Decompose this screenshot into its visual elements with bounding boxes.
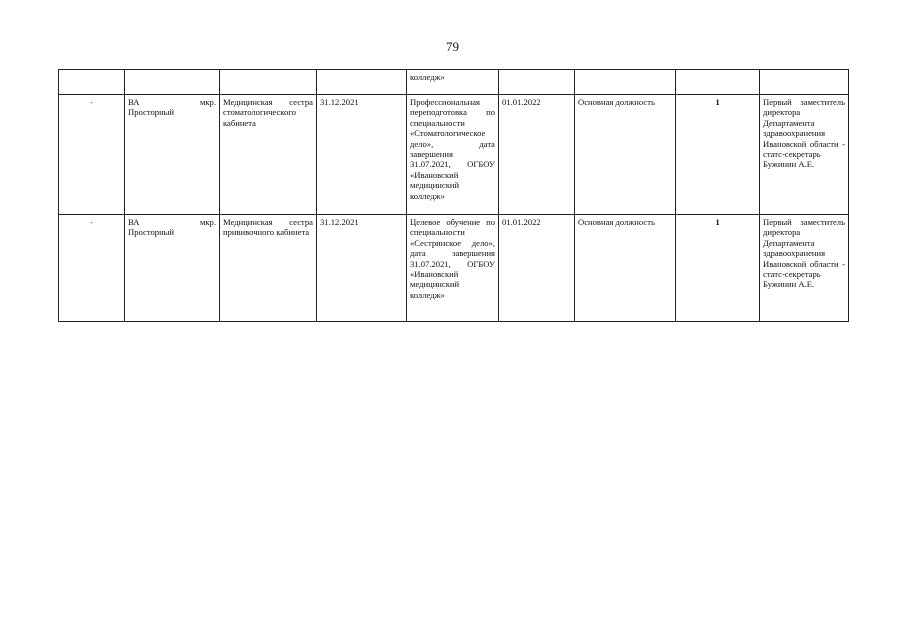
location-name: Просторный	[128, 107, 175, 118]
location-cell	[125, 95, 220, 215]
position-cell: Медицинская сестра прививочного кабинета	[220, 215, 317, 322]
location-prefix: мкр.	[199, 217, 216, 227]
table-cell	[676, 70, 760, 95]
table-cell	[125, 70, 220, 95]
location-name: Просторный	[128, 227, 175, 238]
education-cell: Целевое обучение по специальности «Сестринское дело», дата завершения 31.07.2021, ОГБОУ «Ивановский медицинский колледж»	[407, 215, 499, 322]
date-cell: 31.12.2021	[317, 215, 407, 322]
count-cell: 1	[676, 215, 760, 322]
start-date-cell: 01.01.2022	[499, 215, 575, 322]
page-number: 79	[446, 39, 459, 54]
table-cell	[575, 70, 676, 95]
table-row	[59, 95, 849, 215]
position-cell: Медицинская сестра стоматологического кабинета	[220, 95, 317, 215]
position-type-cell: Основная должность	[575, 215, 676, 322]
table-cell	[59, 70, 125, 95]
location-code: ВА	[128, 97, 140, 107]
table-row	[59, 215, 849, 322]
table-cell	[499, 70, 575, 95]
table-cell	[220, 70, 317, 95]
location-prefix: мкр.	[199, 97, 216, 107]
education-cell: колледж»	[407, 70, 499, 95]
education-cell: Профессиональная переподготовка по специальности «Стоматологическое дело», дата завершения 31.07.2021, ОГБОУ «Ивановский медицинский колледж»	[407, 95, 499, 215]
vacancy-table	[58, 69, 849, 322]
location-code: ВА	[128, 217, 140, 227]
location-cell	[125, 215, 220, 322]
position-type-cell: Основная должность	[575, 95, 676, 215]
table-cell	[317, 70, 407, 95]
start-date-cell: 01.01.2022	[499, 95, 575, 215]
date-cell: 31.12.2021	[317, 95, 407, 215]
approver-cell: Первый заместитель директора Департамента здравоохранения Ивановской области - статс-секретарь Бужинин А.Е.	[760, 215, 849, 322]
table-cell	[760, 70, 849, 95]
approver-cell: Первый заместитель директора Департамента здравоохранения Ивановской области - статс-секретарь Бужинин А.Е.	[760, 95, 849, 215]
table-row-continuation	[59, 70, 849, 95]
row-number-cell: -	[59, 95, 125, 215]
count-cell: 1	[676, 95, 760, 215]
row-number-cell: -	[59, 215, 125, 322]
